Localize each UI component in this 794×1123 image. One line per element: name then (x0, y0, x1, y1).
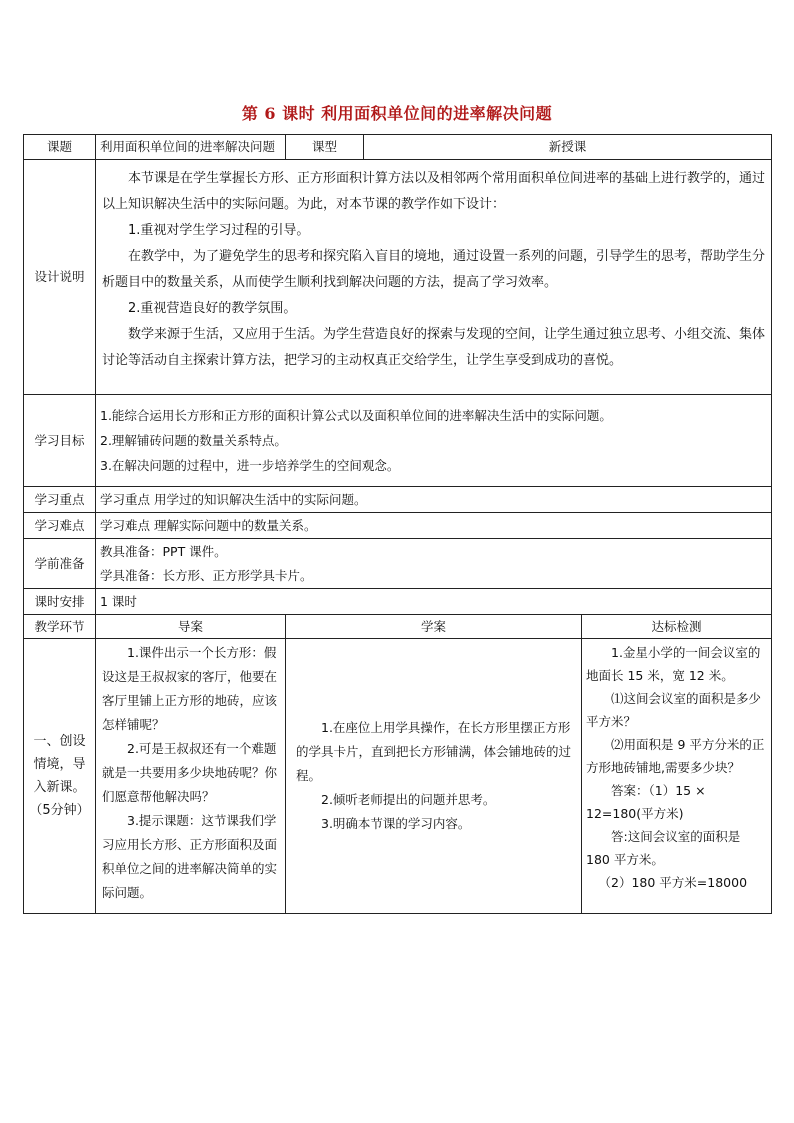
design-paragraph: 本节课是在学生掌握长方形、正方形面积计算方法以及相邻两个常用面积单位间进率的基础上进行教学的，通过以上知识解决生活中的实际问题。为此，对本节课的教学作如下设计： (102, 171, 766, 212)
stage1-test (582, 639, 772, 914)
test-item: ⑵用面积是 9 平方分米的正方形地砖铺地,需要多少块？ (586, 737, 765, 775)
goals-row (24, 395, 772, 487)
key-point-label: 学习重点 (24, 487, 96, 513)
key-point-value: 学习重点 用学过的知识解决生活中的实际问题。 (96, 487, 772, 513)
difficulty-label: 学习难点 (24, 513, 96, 539)
stage1-name-line: 情境，导 (33, 757, 86, 772)
design-paragraph: 数学来源于生活，又应用于生活。为学生营造良好的探索与发现的空间，让学生通过独立思考、小组交流、集体讨论等活动自主探索计算方法，把学习的主动权真正交给学生，让学生享受到成功的喜悦。 (102, 327, 766, 368)
preparation-row (24, 539, 772, 589)
stage1-row (24, 639, 772, 914)
preparation-content (96, 539, 772, 589)
col-study: 学案 (286, 615, 582, 639)
study-item: 1.在座位上用学具操作，在长方形里摆正方形的学具卡片，直到把长方形铺满，体会铺地砖的过程。 (296, 720, 572, 783)
design-content (96, 160, 772, 395)
type-label: 课型 (286, 135, 364, 160)
topic-label: 课题 (24, 135, 96, 160)
preparation-line: 学具准备：长方形、正方形学具卡片。 (100, 567, 313, 583)
preparation-line: 教具准备：PPT 课件。 (100, 543, 227, 559)
guide-item: 3.提示课题：这节课我们学习应用长方形、正方形面积及面积单位之间的进率解决简单的实际问题。 (102, 813, 278, 900)
guide-item: 1.课件出示一个长方形：假设这是王叔叔家的客厅，他要在客厅里铺上正方形的地砖，应该怎样铺呢？ (102, 645, 278, 732)
goals-label: 学习目标 (24, 395, 96, 487)
design-row (24, 160, 772, 395)
study-item: 3.明确本节课的学习内容。 (321, 816, 471, 831)
difficulty-value: 学习难点 理解实际问题中的数量关系。 (96, 513, 772, 539)
stage1-name-line: 一、创设 (33, 734, 86, 749)
key-point-row (24, 487, 772, 513)
schedule-value: 1 课时 (96, 589, 772, 615)
column-header-row (24, 615, 772, 639)
stage1-name-line: 入新课。 (33, 780, 86, 795)
test-item: 答:这间会议室的面积是 180 平方米。 (586, 829, 741, 867)
stage1-name-line: （5分钟） (29, 803, 90, 818)
stage1-guide (96, 639, 286, 914)
type-value: 新授课 (364, 135, 772, 160)
difficulty-row (24, 513, 772, 539)
stage1-study (286, 639, 582, 914)
goal-item: 1.能综合运用长方形和正方形的面积计算公式以及面积单位间的进率解决生活中的实际问题。 (100, 408, 612, 423)
preparation-label: 学前准备 (24, 539, 96, 589)
schedule-label: 课时安排 (24, 589, 96, 615)
header-row (24, 135, 772, 160)
design-label: 设计说明 (24, 160, 96, 395)
goal-item: 3.在解决问题的过程中，进一步培养学生的空间观念。 (100, 458, 400, 473)
design-paragraph: 在教学中，为了避免学生的思考和探究陷入盲目的境地，通过设置一系列的问题，引导学生的思考，帮助学生分析题目中的数量关系，从而使学生顺利找到解决问题的方法，提高了学习效率。 (102, 249, 766, 290)
schedule-row (24, 589, 772, 615)
design-paragraph: 2.重视营造良好的教学氛围。 (128, 301, 297, 316)
test-item: ⑴这间会议室的面积是多少平方米？ (586, 691, 762, 729)
page-title: 第 6 课时 利用面积单位间的进率解决问题 (241, 104, 553, 123)
stage1-name (24, 639, 96, 914)
col-stage: 教学环节 (24, 615, 96, 639)
study-item: 2.倾听老师提出的问题并思考。 (321, 792, 496, 807)
goal-item: 2.理解铺砖问题的数量关系特点。 (100, 433, 287, 448)
guide-item: 2.可是王叔叔还有一个难题就是一共要用多少块地砖呢？你们愿意帮他解决吗？ (102, 741, 278, 804)
test-item: 1.金星小学的一间会议室的地面长 15 米，宽 12 米。 (586, 645, 761, 683)
col-test: 达标检测 (582, 615, 772, 639)
test-item: （2）180 平方米=18000 (598, 875, 748, 890)
goals-content (96, 395, 772, 487)
test-item: 答案：（1）15 × 12=180(平方米) (586, 783, 706, 821)
lesson-plan-table (23, 134, 772, 914)
design-paragraph: 1.重视对学生学习过程的引导。 (128, 223, 310, 238)
topic-value: 利用面积单位间的进率解决问题 (96, 135, 286, 160)
col-guide: 导案 (96, 615, 286, 639)
